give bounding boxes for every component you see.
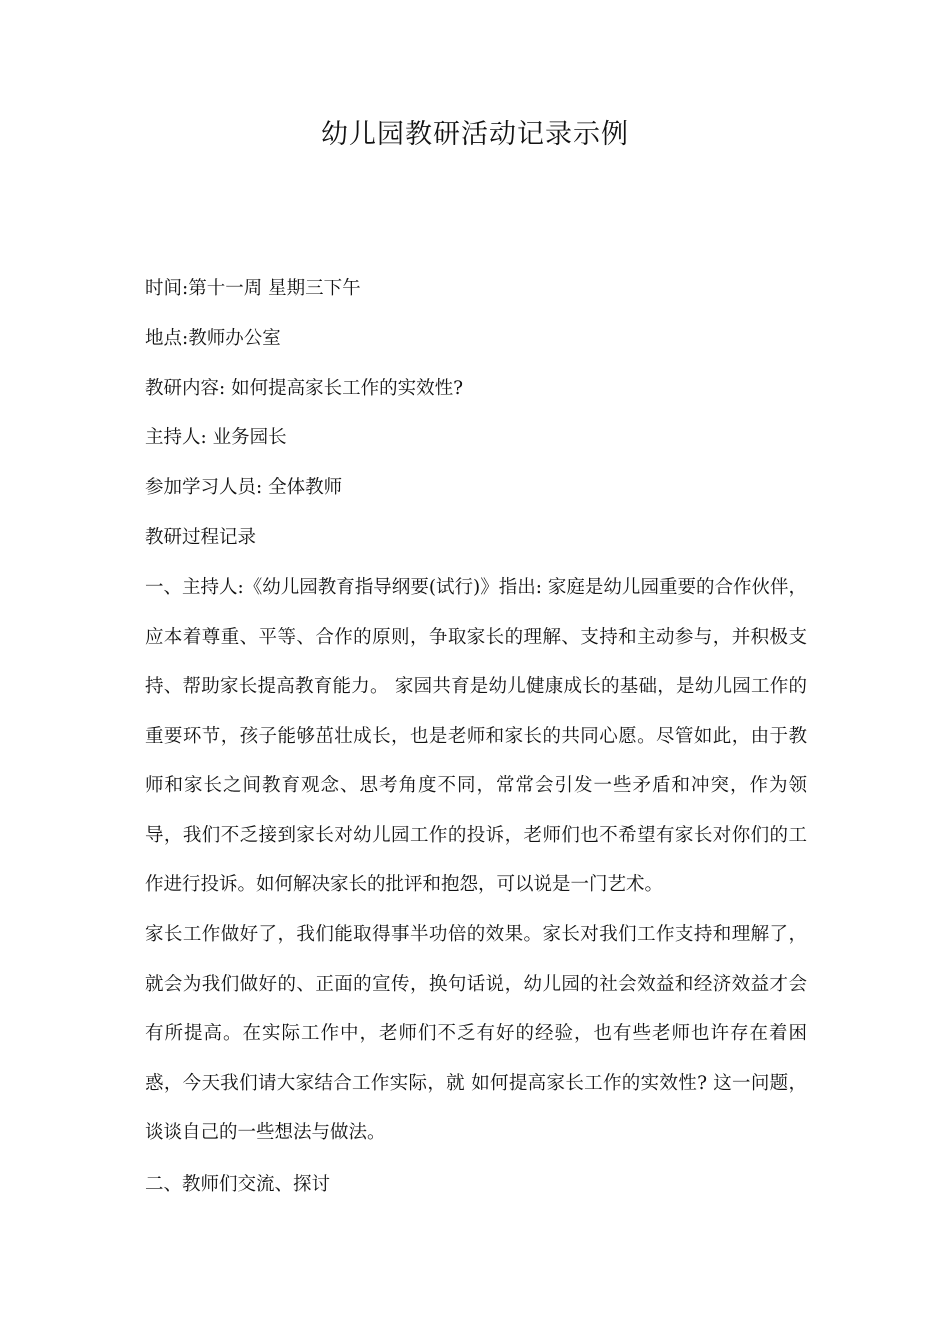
meta-location: 地点:教师办公室 [145, 328, 281, 349]
meta-content: 教研内容: 如何提高家长工作的实效性? [145, 378, 464, 399]
meta-time: 时间:第十一周 星期三下午 [145, 278, 361, 299]
paragraph-1: 一、主持人:《幼儿园教育指导纲要(试行)》指出: 家庭是幼儿园重要的合作伙伴，应本着尊重、平等、合作的原则，争取家长的理解、支持和主动参与，并积极支持、帮助家长提高教育能力。 家园共育是幼儿健康成长的基础，是幼儿园工作的重要环节，孩子能够茁壮成长，也是老师和家长的共同心愿。尽管如此，由于教师和家长之间教育观念、思考角度不同，常常会引发一些矛盾和冲突，作为领导，我们不乏接到家长对幼儿园工作的投诉，老师们也不希望有家长对你们的工作进行投诉。如何解决家长的批评和抱怨，可以说是一门艺术。 [145, 577, 807, 895]
section-record-heading: 教研过程记录 [145, 527, 257, 548]
meta-participants: 参加学习人员: 全体教师 [145, 477, 343, 498]
section-2-heading: 二、教师们交流、探讨 [145, 1174, 331, 1195]
document-title: 幼儿园教研活动记录示例 [321, 119, 629, 150]
meta-host: 主持人: 业务园长 [145, 427, 287, 448]
paragraph-2: 家长工作做好了，我们能取得事半功倍的效果。家长对我们工作支持和理解了，就会为我们做好的、正面的宣传，换句话说，幼儿园的社会效益和经济效益才会有所提高。在实际工作中，老师们不乏有好的经验，也有些老师也许存在着困惑，今天我们请大家结合工作实际，就 如何提高家长工作的实效性? 这一问题，谈谈自己的一些想法与做法。 [145, 924, 807, 1143]
